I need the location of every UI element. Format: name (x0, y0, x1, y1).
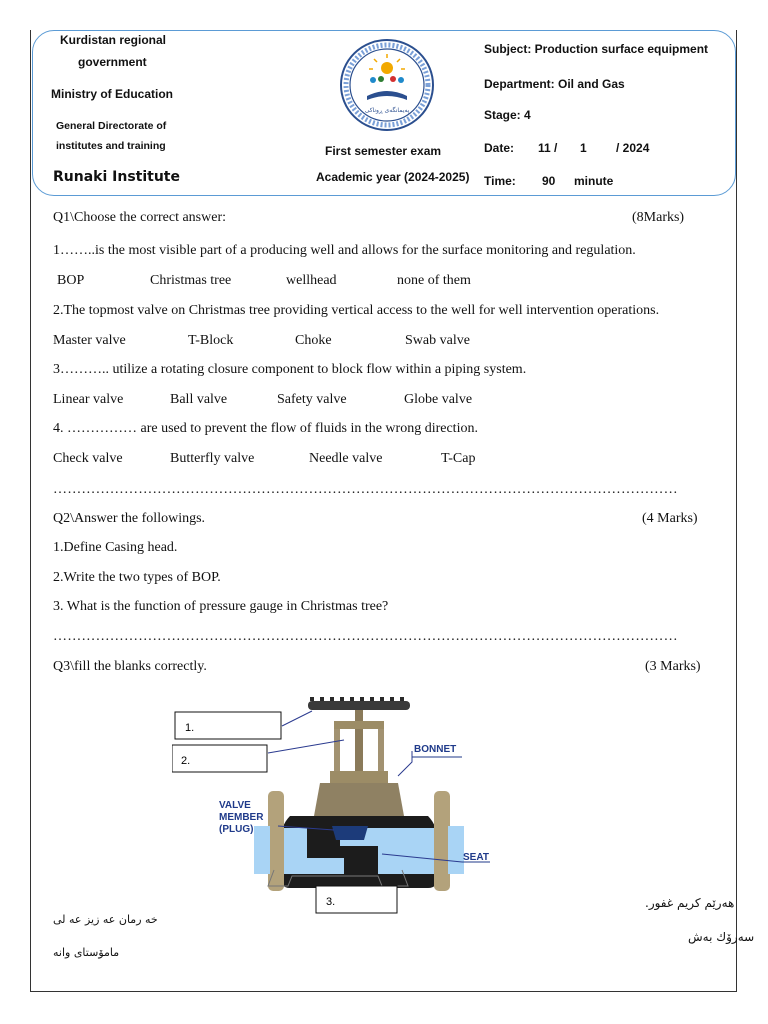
head-role: سەرۆك بەش (688, 930, 755, 944)
q1-marks: (8Marks) (632, 210, 685, 225)
subject: Subject: Production surface equipment (484, 42, 709, 56)
separator-line: …………………………………………………………………………………………………………………… (53, 629, 678, 644)
date-label: Date: (484, 141, 515, 155)
q1-item1-option: none of them (397, 273, 471, 288)
ministry: Ministry of Education (51, 87, 174, 101)
q2-item: 3. What is the function of pressure gauge in Christmas tree? (53, 599, 389, 614)
date-year: / 2024 (616, 141, 650, 155)
q1-item2-option: Swab valve (405, 333, 470, 348)
institute-logo-icon (339, 38, 435, 132)
q1-item1-option: BOP (57, 273, 85, 288)
time-label: Time: (484, 174, 516, 188)
svg-text:پەیمانگەی ڕوناکی: پەیمانگەی ڕوناکی (364, 107, 410, 114)
q2-item: 1.Define Casing head. (53, 540, 178, 555)
q1-item4-option: T-Cap (441, 451, 476, 466)
gov-line1: Kurdistan regional (60, 33, 167, 47)
blank-2-label: 2. (181, 755, 191, 767)
globe-valve-diagram (172, 676, 502, 916)
teacher-name: خه رمان عه زيز عه لى (53, 913, 158, 926)
seat-label: SEAT (463, 852, 489, 863)
q3-title: Q3\fill the blanks correctly. (53, 659, 207, 674)
bonnet-label: BONNET (414, 744, 457, 755)
q1-item1-option: wellhead (286, 273, 337, 288)
q1-item1-text: 1……..is the most visible part of a producing well and allows for the surface monitoring and regulation. (53, 243, 636, 258)
time-unit: minute (574, 174, 614, 188)
separator-line: …………………………………………………………………………………………………………………… (53, 482, 678, 497)
head-name: هەرێم كریم غفور. (645, 896, 735, 910)
time-value: 90 (542, 174, 556, 188)
q2-marks: (4 Marks) (642, 511, 698, 526)
q1-item3-text: 3……….. utilize a rotating closure component to block flow within a piping system. (53, 362, 527, 377)
q1-item3-option: Linear valve (53, 392, 124, 407)
valve-member-label-line3: (PLUG) (219, 824, 254, 835)
stage: Stage: 4 (484, 108, 531, 122)
q3-marks: (3 Marks) (645, 659, 701, 674)
teacher-role: مامۆستاى وانه (53, 946, 120, 959)
q1-item2-option: Master valve (53, 333, 126, 348)
academic-year: Academic year (2024-2025) (316, 170, 470, 184)
directorate-line2: institutes and training (56, 140, 166, 152)
q1-item4-option: Butterfly valve (170, 451, 255, 466)
q1-item3-option: Ball valve (170, 392, 228, 407)
q1-item1-option: Christmas tree (150, 273, 232, 288)
q1-item4-text: 4. …………… are used to prevent the flow of fluids in the wrong direction. (53, 421, 478, 436)
q1-item3-option: Safety valve (277, 392, 347, 407)
exam-title: First semester exam (325, 144, 442, 158)
institute-name: Runaki Institute (53, 169, 180, 185)
q2-title: Q2\Answer the followings. (53, 511, 206, 526)
q1-title: Q1\Choose the correct answer: (53, 210, 226, 225)
q1-item4-option: Check valve (53, 451, 123, 466)
q1-item2-text: 2.The topmost valve on Christmas tree providing vertical access to the well for well intervention operations. (53, 303, 660, 318)
directorate-line1: General Directorate of (56, 120, 167, 132)
date-month: 1 (580, 141, 587, 155)
q1-item3-option: Globe valve (404, 392, 473, 407)
gov-line2: government (78, 55, 147, 69)
blank-3-label: 3. (326, 896, 336, 908)
q1-item4-option: Needle valve (309, 451, 383, 466)
department: Department: Oil and Gas (484, 77, 625, 91)
valve-member-label-line1: VALVE (219, 800, 251, 811)
blank-1-label: 1. (185, 722, 195, 734)
q1-item2-option: T-Block (188, 333, 234, 348)
q2-item: 2.Write the two types of BOP. (53, 570, 221, 585)
date-day: 11 / (538, 141, 558, 155)
valve-member-label-line2: MEMBER (219, 812, 264, 823)
q1-item2-option: Choke (295, 333, 332, 348)
